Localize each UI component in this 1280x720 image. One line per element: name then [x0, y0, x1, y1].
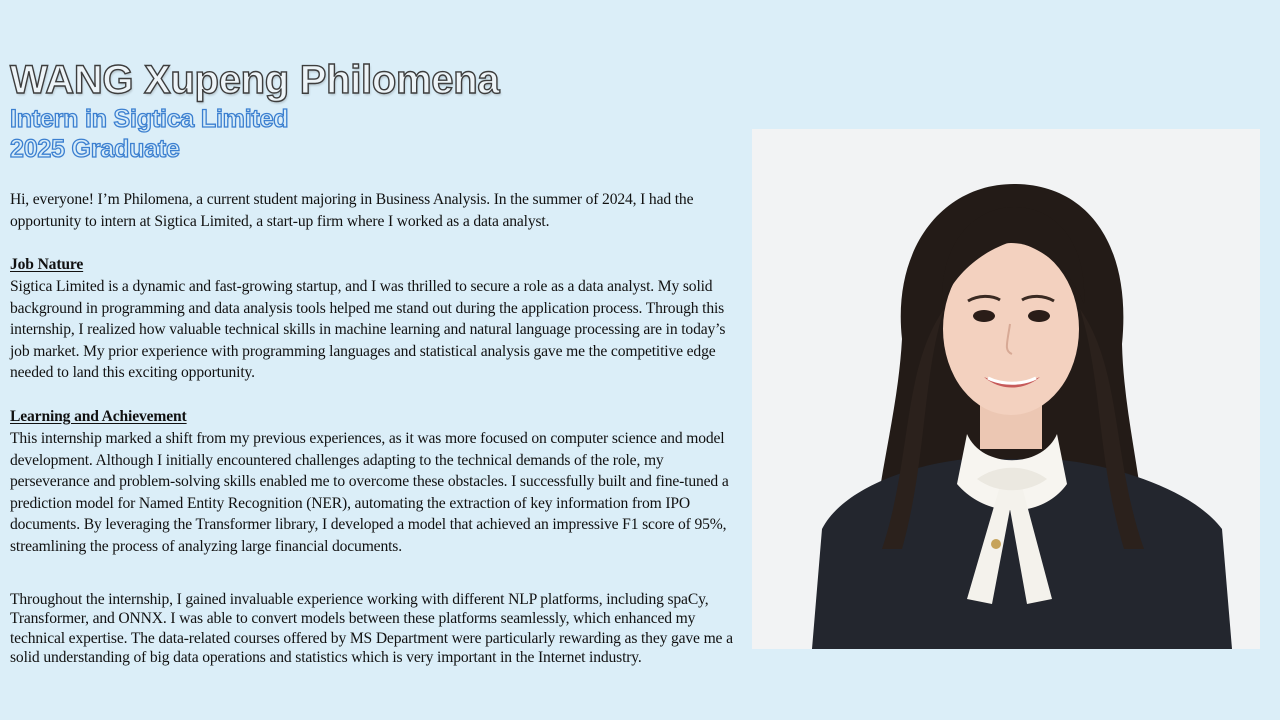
section-heading-job-nature: Job Nature [10, 256, 84, 273]
closing-paragraph: Throughout the internship, I gained invaluable experience working with different NLP platforms, including spaCy, Transformer, and ONNX. I was able to convert models between these platforms seamlessly, which enhanced my technical expertise. The data-related courses offered by MS Department were particularly rewarding as they gave me a solid understanding of big data operations and statistics which is very important in the Internet industry. [10, 591, 733, 667]
section-body-job-nature: Sigtica Limited is a dynamic and fast-growing startup, and I was thrilled to secure a role as a data analyst. My solid background in programming and data analysis tools helped me stand out during the application process. Through this internship, I realized how valuable technical skills in machine learning and natural language processing are in today’s job market. My prior experience with programming languages and statistical analysis gave me the competitive edge needed to land this exciting opportunity. [10, 278, 726, 382]
intern-name: WANG Xupeng Philomena [10, 58, 500, 102]
portrait-illustration [752, 129, 1260, 649]
graduation-year: 2025 Graduate [10, 135, 180, 163]
section-heading-learning: Learning and Achievement [10, 408, 187, 425]
intro-paragraph: Hi, everyone! I’m Philomena, a current student majoring in Business Analysis. In the summer of 2024, I had the opportunity to intern at Sigtica Limited, a start-up firm where I worked as a data analyst. [10, 191, 694, 230]
portrait-photo [752, 129, 1260, 649]
intern-role: Intern in Sigtica Limited [10, 105, 289, 133]
section-body-learning: This internship marked a shift from my previous experiences, as it was more focused on computer science and model development. Although I initially encountered challenges adapting to the technical demands of the role, my perseverance and problem-solving skills enabled me to overcome these obstacles. I successfully built and fine-tuned a prediction model for Named Entity Recognition (NER), automating the extraction of key information from IPO documents. By leveraging the Transformer library, I developed a model that achieved an impressive F1 score of 95%, streamlining the process of analyzing large financial documents. [10, 430, 729, 555]
